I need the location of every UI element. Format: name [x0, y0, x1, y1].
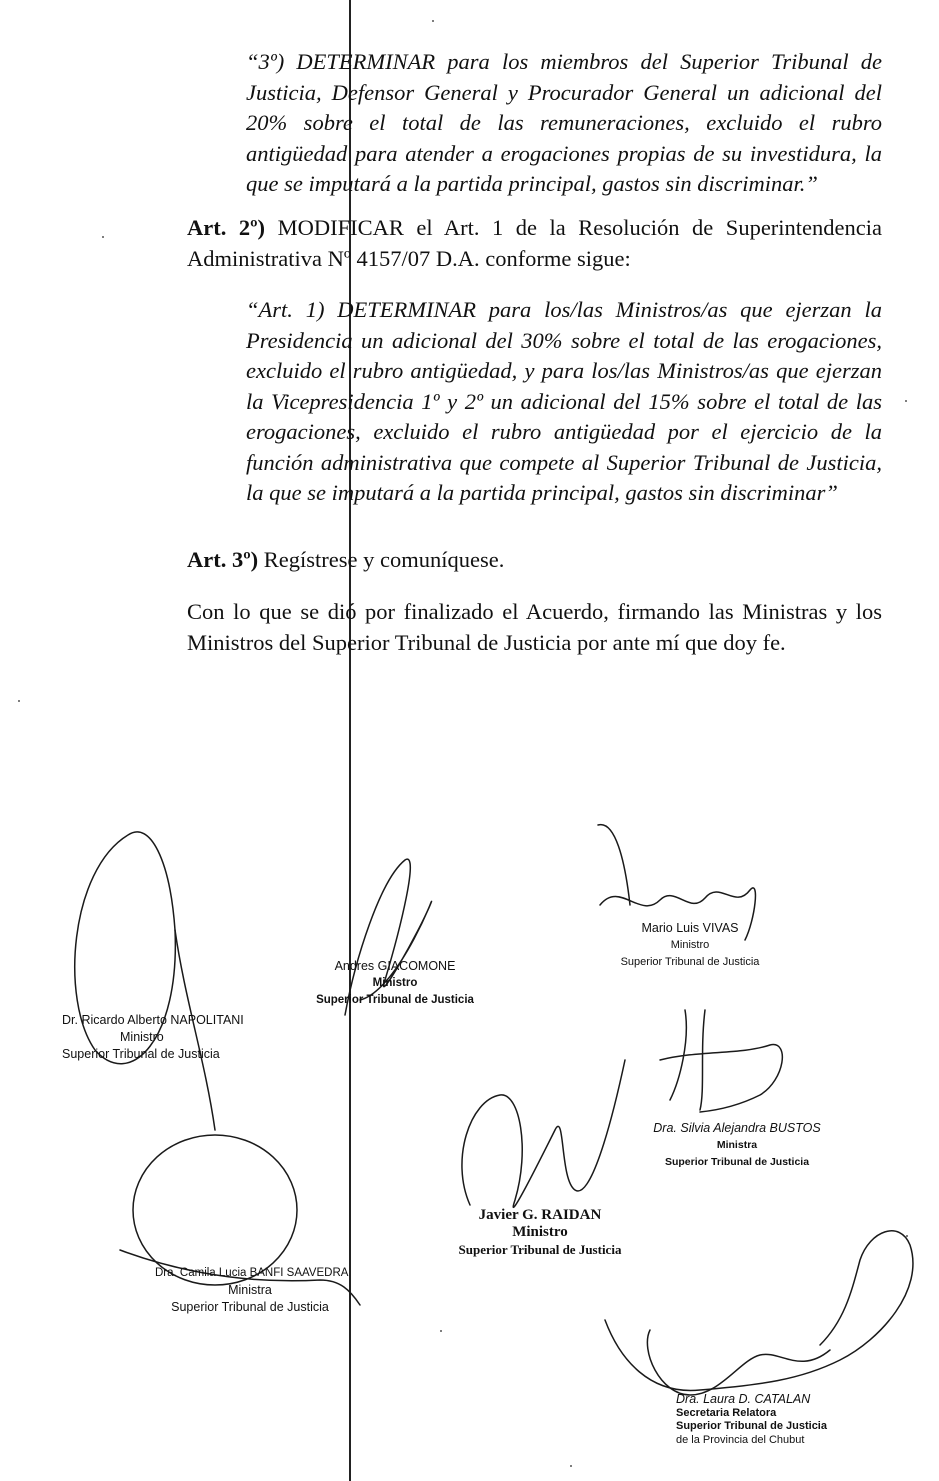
signature-block-vivas: [600, 920, 780, 971]
signatory-role: Ministro: [512, 1224, 568, 1240]
signature-block-raidan: [445, 1207, 635, 1258]
signature-block-saavedra: [155, 1265, 349, 1316]
signatory-court: Superior Tribunal de Justicia: [664, 1156, 810, 1168]
signatory-role: Ministro: [120, 1030, 164, 1044]
scan-speck: [18, 700, 20, 702]
signature-block-giacomone: [300, 958, 490, 1009]
signatory-name: Andres GIACOMONE: [334, 959, 456, 973]
scan-speck: [102, 236, 104, 238]
signatory-name: Dra. Camila Lucia BANFI SAAVEDRA: [155, 1267, 349, 1279]
signatory-name: Javier G. RAIDAN: [478, 1207, 602, 1223]
signatory-court: Superior Tribunal de Justicia: [458, 1242, 622, 1257]
signature-block-napolitani: [62, 1012, 262, 1063]
signatory-name: Mario Luis VIVAS: [641, 921, 739, 935]
signatory-province: de la Provincia del Chubut: [676, 1433, 805, 1446]
signatory-name: Dra. Silvia Alejandra BUSTOS: [653, 1121, 821, 1135]
quoted-article-1: “Art. 1) DETERMINAR para los/las Ministros/as que ejerzan la Presidencia un adicional del 30% sobre el total de las erogaciones, excluido el rubro antigüedad, y para los/las Ministros/as que ejerzan la Vicepresidencia 1º y 2º un adicional del 15% sobre el total de las erogaciones, excluido el rubro antigüedad por el ejercicio de la función administrativa que compete al Superior Tribunal de Justicia, la que se imputará a la partida principal, gastos sin discriminar”: [246, 297, 882, 505]
article-2: [187, 213, 882, 274]
article-3-text: Regístrese y comuníquese.: [263, 547, 505, 572]
scan-speck: [570, 1465, 572, 1467]
closing-paragraph: Con lo que se dió por finalizado el Acuerdo, firmando las Ministras y los Ministros del Superior Tribunal de Justicia por ante mí que doy fe.: [187, 599, 882, 655]
signature-block-catalan: [676, 1393, 851, 1447]
signatory-court: Superior Tribunal de Justicia: [62, 1047, 220, 1061]
signatory-role: Ministra: [228, 1283, 272, 1297]
signatory-court: Superior Tribunal de Justicia: [676, 1420, 827, 1432]
scan-speck: [440, 1330, 442, 1332]
signatory-role: Ministro: [670, 939, 710, 951]
signatory-court: Superior Tribunal de Justicia: [316, 994, 474, 1006]
article-3-label: Art. 3º): [187, 547, 259, 572]
signatory-name: Dra. Laura D. CATALAN: [676, 1392, 811, 1406]
quoted-article-3: “3º) DETERMINAR para los miembros del Superior Tribunal de Justicia, Defensor General y Procurador General un adicional del 20% sobre el total de las remuneraciones, excluido el rubro antigüedad para atender a erogaciones propias de su investidura, la que se imputará a la partida principal, gastos sin discriminar.”: [246, 49, 882, 196]
signatory-role: Secretaria Relatora: [676, 1406, 777, 1419]
signatory-court: Superior Tribunal de Justicia: [620, 956, 760, 968]
signature-block-bustos: [642, 1120, 832, 1171]
signatory-role: Ministro: [372, 977, 418, 989]
article-2-text: MODIFICAR el Art. 1 de la Resolución de Superintendencia Administrativa Nº 4157/07 D.A. conforme sigue:: [187, 215, 883, 271]
signatory-name: Dr. Ricardo Alberto NAPOLITANI: [62, 1013, 244, 1027]
scan-speck: [905, 400, 907, 402]
article-2-label: Art. 2º): [187, 215, 266, 240]
scan-speck: [432, 20, 434, 22]
signatory-role: Ministra: [716, 1139, 758, 1151]
signatory-court: Superior Tribunal de Justicia: [171, 1300, 329, 1314]
article-3: [187, 545, 882, 576]
scan-speck: [906, 1235, 908, 1237]
